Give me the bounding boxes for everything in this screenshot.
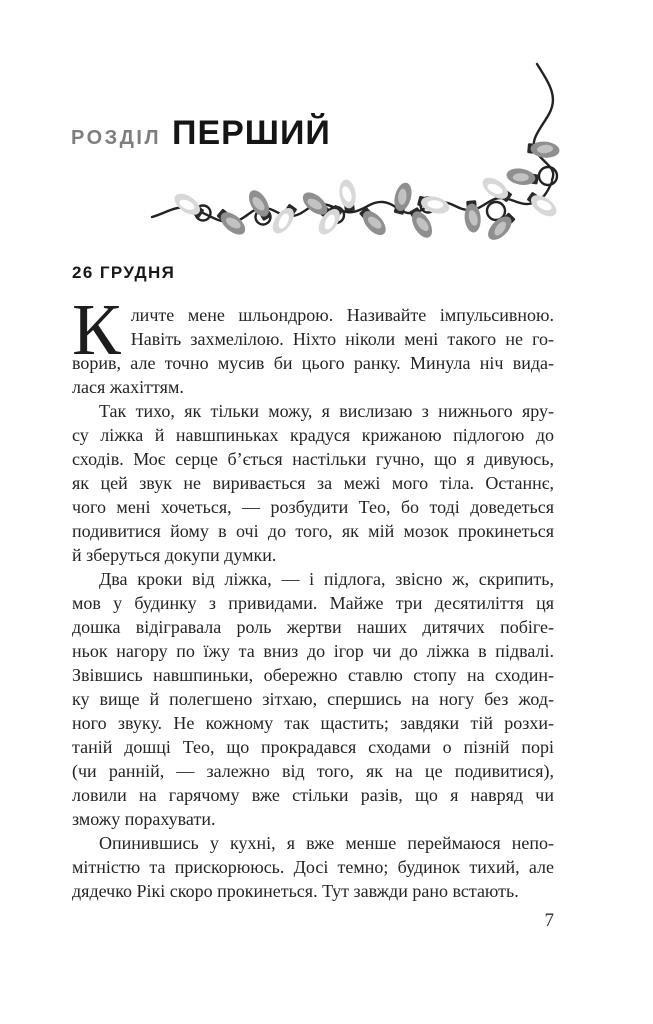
light-bulb-icon xyxy=(268,202,299,237)
text-line: (чи ранній, — залежно від того, як на це подивитися), xyxy=(72,761,554,781)
text-line: Опинившись у кухні, я вже менше переймаюся непо- xyxy=(99,833,554,853)
text-line: чого мені хочеться, — розбудити Тео, бо тоді доведеться xyxy=(72,497,554,517)
text-line: личте мене шльондрою. Називайте імпульсивною. xyxy=(130,305,554,325)
light-bulb-icon xyxy=(214,206,249,239)
lights-bulb-layer xyxy=(171,140,560,244)
text-line: Навіть захмелілою. Ніхто ніколи мені такого не го- xyxy=(130,329,554,349)
text-line: ного звуку. Не кожному так щастить; завдяки тій розхи- xyxy=(72,713,554,733)
chapter-title: ПЕРШИЙ xyxy=(172,114,331,152)
text-line: ку вище й полегшено зітхаю, спершись на ногу без жод- xyxy=(72,689,554,709)
text-line: ловили на гарячому вже стільки разів, що я навряд чи xyxy=(72,785,554,805)
paragraph xyxy=(72,399,554,567)
light-bulb-icon xyxy=(391,181,415,216)
text-line: мітністю та прискорююсь. Досі темно; будинок тихий, але xyxy=(72,857,554,877)
text-line: сходів. Моє серце б’ється настільки гучно, що я дивуюсь, xyxy=(72,449,554,469)
text-line: й зберуться докупи думки. xyxy=(72,545,277,565)
light-bulb-icon xyxy=(527,140,560,159)
text-line: зможу порахувати. xyxy=(72,809,216,829)
text-line: Так тихо, як тільки можу, я вислизаю з нижнього яру- xyxy=(99,401,554,421)
drop-cap: К xyxy=(72,289,121,370)
text-line: Два кроки від ліжка, — і підлога, звісно ж, скрипить, xyxy=(99,569,554,589)
string-lights-icon xyxy=(0,0,653,250)
text-line: мов у будинку з привидами. Майже три десятиліття ця xyxy=(72,593,554,613)
text-line: дядечко Рікі скоро прокинеться. Тут завжди рано встають. xyxy=(72,881,519,901)
text-line: як цей звук не виривається за межі мого тіла. Останнє, xyxy=(72,473,554,493)
text-line: Звівшись навшпиньки, обережно ставлю стопу на сходин- xyxy=(72,665,554,685)
chapter-label: РОЗДІЛ xyxy=(71,127,161,149)
paragraph xyxy=(72,831,554,903)
body-text xyxy=(72,289,554,903)
text-line: ньок нагору по їжу та вниз до ігор чи до ліжка в підвалі. xyxy=(72,641,554,661)
page-number: 7 xyxy=(544,910,554,931)
paragraph xyxy=(72,567,554,831)
text-line: лася жахіттям. xyxy=(72,377,184,397)
light-bulb-icon xyxy=(463,200,482,233)
date-heading: 26 ГРУДНЯ xyxy=(72,263,176,282)
light-bulb-icon xyxy=(505,166,539,187)
paragraph xyxy=(72,289,554,399)
text-line: су ліжка й навшпиньках крадуся крижаною підлогою до xyxy=(72,425,554,445)
text-line: дошка відігравала роль жертви наших дитячих побіге- xyxy=(72,617,554,637)
text-line: таній дошці Тео, що прокрадався сходами о пізній порі xyxy=(72,737,554,757)
text-line: подивитися йому в очі до того, як мій мозок прокинеться xyxy=(72,521,554,541)
text-line: ворив, але точно мусив би цього ранку. Минула ніч вида- xyxy=(72,353,554,373)
